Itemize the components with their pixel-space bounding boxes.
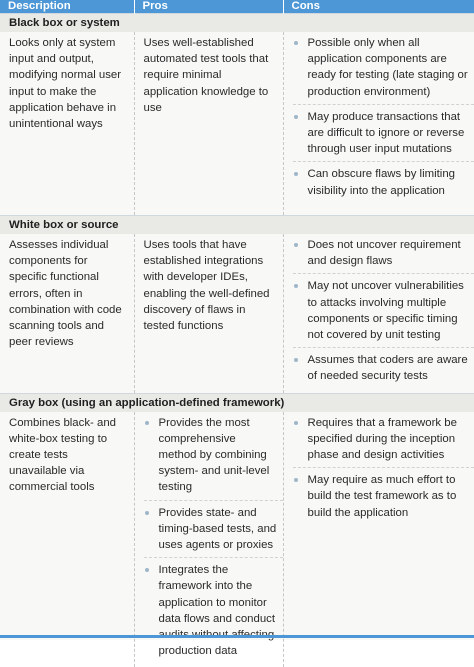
divider <box>144 500 283 501</box>
divider <box>293 467 474 468</box>
header-pros: Pros <box>134 0 283 14</box>
bullet-icon <box>294 243 298 247</box>
divider <box>144 557 283 558</box>
bullet-icon <box>294 115 298 119</box>
description-cell: Looks only at system input and output, modifying normal user input to make the application behave in unintentional ways <box>0 32 134 216</box>
header-row <box>0 0 474 14</box>
cons-cell <box>283 32 474 216</box>
list-item-text: Requires that a framework be specified during the inception phase and design activities <box>308 415 469 464</box>
list-item <box>293 237 469 269</box>
cons-cell <box>283 234 474 393</box>
list-item <box>293 161 469 198</box>
list-item <box>144 415 277 496</box>
section-title: White box or source <box>0 216 474 235</box>
bullet-icon <box>294 478 298 482</box>
description-cell: Combines black- and white-box testing to create tests unavailable via commercial tools <box>0 412 134 667</box>
table-row <box>0 412 474 667</box>
pros-cell <box>134 412 283 667</box>
cons-list <box>293 237 469 385</box>
bullet-icon <box>294 284 298 288</box>
list-item <box>144 500 277 554</box>
header-cons: Cons <box>283 0 474 14</box>
section-row-black-box <box>0 14 474 33</box>
divider <box>293 161 474 162</box>
list-item-text: Integrates the framework into the application to monitor data flows and conduct production data <box>159 562 277 659</box>
bullet-icon <box>145 421 149 425</box>
pros-cell: Uses well-established automated test tools that require minimal application knowledge to use <box>134 32 283 216</box>
cons-cell <box>283 412 474 667</box>
list-item-text: May require as much effort to build the test framework as to build the application <box>308 472 469 521</box>
header-description: Description <box>0 0 134 14</box>
pros-list <box>144 415 277 660</box>
bullet-icon <box>294 41 298 45</box>
section-title: Gray box (using an application-defined framework) <box>0 393 474 412</box>
list-item <box>293 347 469 384</box>
bullet-icon <box>145 511 149 515</box>
divider <box>293 347 474 348</box>
description-cell: Assesses individual components for specific functional errors, often in combination with code scanning tools and peer reviews <box>0 234 134 393</box>
list-item <box>293 273 469 343</box>
bullet-icon <box>145 568 149 572</box>
list-item-text: Provides the most comprehensive method by combining system- and unit-level testing <box>159 415 277 496</box>
list-item-text: Provides state- and timing-based tests, and uses agents or proxies <box>159 505 277 554</box>
list-item <box>293 35 469 100</box>
pros-cell: Uses tools that have established integrations with developer IDEs, enabling the well-defined discovery of flaws in tested functions <box>134 234 283 393</box>
bullet-icon <box>294 421 298 425</box>
list-item <box>293 415 469 464</box>
bottom-rule <box>0 635 474 638</box>
list-item-text: Does not uncover requirement and design flaws <box>308 237 469 269</box>
list-item-text: Assumes that coders are aware of needed security tests <box>308 352 469 384</box>
list-item <box>293 104 469 158</box>
bullet-icon <box>294 172 298 176</box>
cons-list <box>293 415 469 521</box>
bullet-icon <box>294 358 298 362</box>
list-item-text: May produce transactions that are difficult to ignore or reverse through user input mutations <box>308 109 469 158</box>
section-title: Black box or system <box>0 14 474 33</box>
list-item-text: Possible only when all application components are ready for testing (late staging or production environment) <box>308 35 469 100</box>
list-item <box>144 557 277 659</box>
section-row-gray-box <box>0 393 474 412</box>
section-row-white-box <box>0 216 474 235</box>
cons-list <box>293 35 469 199</box>
divider <box>293 273 474 274</box>
list-item-text: Can obscure flaws by limiting visibility into the application <box>308 166 469 198</box>
list-item-text: May not uncover vulnerabilities to attacks involving multiple components or specific timing not covered by unit testing <box>308 278 469 343</box>
list-item <box>293 467 469 521</box>
table-row <box>0 32 474 216</box>
table-row <box>0 234 474 393</box>
divider <box>293 104 474 105</box>
